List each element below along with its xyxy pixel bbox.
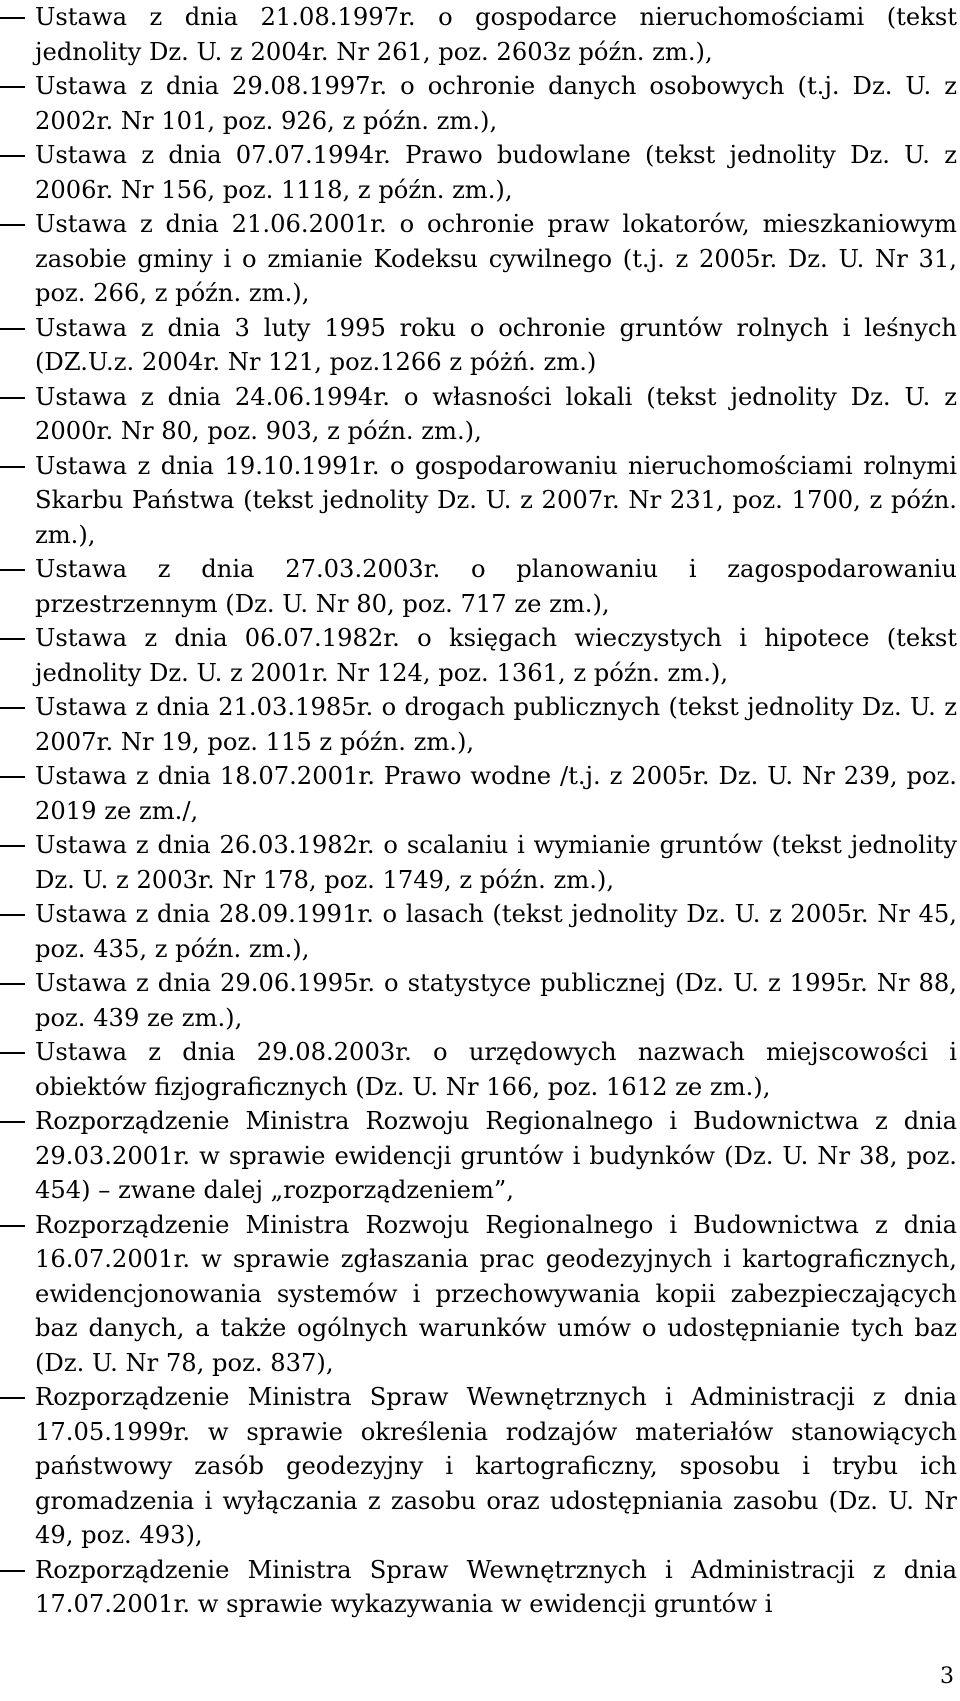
list-item [0, 380, 957, 449]
list-item [0, 0, 957, 69]
dash-bullet-icon [0, 466, 25, 468]
page-number: 3 [940, 1664, 954, 1689]
dash-bullet-icon [0, 1225, 25, 1227]
list-item-text: Ustawa z dnia 24.06.1994r. o własności lokali (tekst jednolity Dz. U. z 2000r. Nr 80, poz. 903, z późn. zm.), [35, 382, 957, 445]
list-item [0, 1208, 957, 1381]
list-item [0, 552, 957, 621]
list-item [0, 311, 957, 380]
dash-bullet-icon [0, 983, 25, 985]
list-item-text: Ustawa z dnia 3 luty 1995 roku o ochronie gruntów rolnych i leśnych (DZ.U.z. 2004r. Nr 121, poz.1266 z póżń. zm.) [35, 313, 957, 376]
list-item [0, 621, 957, 690]
list-item-text: Ustawa z dnia 28.09.1991r. o lasach (tekst jednolity Dz. U. z 2005r. Nr 45, poz. 435, z późn. zm.), [35, 900, 957, 963]
list-item-text: Ustawa z dnia 21.08.1997r. o gospodarce nieruchomościami (tekst jednolity Dz. U. z 2004r. Nr 261, poz. 2603z późn. zm.), [35, 3, 957, 66]
list-item-text: Ustawa z dnia 19.10.1991r. o gospodarowaniu nieruchomościami rolnymi Skarbu Państwa (tekst jednolity Dz. U. z 2007r. Nr 231, poz. 1700, z późn. zm.), [35, 451, 957, 549]
list-item-text: Ustawa z dnia 26.03.1982r. o scalaniu i wymianie gruntów (tekst jednolity Dz. U. z 2003r. Nr 178, poz. 1749, z późn. zm.), [35, 831, 957, 894]
list-item-text: Ustawa z dnia 06.07.1982r. o księgach wieczystych i hipotece (tekst jednolity Dz. U. z 2001r. Nr 124, poz. 1361, z późn. zm.), [35, 624, 957, 687]
dash-bullet-icon [0, 845, 25, 847]
list-item-text: Rozporządzenie Ministra Rozwoju Regionalnego i Budownictwa z dnia 29.03.2001r. w sprawie ewidencji gruntów i budynków (Dz. U. Nr 38, poz. 454) – zwane dalej „rozporządzeniem”, [35, 1107, 957, 1204]
list-item [0, 690, 957, 759]
list-item-text: Ustawa z dnia 29.08.2003r. o urzędowych nazwach miejscowości i obiektów fizjograficznych (Dz. U. Nr 166, poz. 1612 ze zm.), [35, 1038, 957, 1101]
list-item [0, 828, 957, 897]
dash-bullet-icon [0, 86, 25, 88]
dash-bullet-icon [0, 776, 25, 778]
list-item [0, 759, 957, 828]
dash-bullet-icon [0, 638, 25, 640]
list-item [0, 897, 957, 966]
list-item-text: Ustawa z dnia 18.07.2001r. Prawo wodne /t.j. z 2005r. Dz. U. Nr 239, poz. 2019 ze zm./, [35, 762, 957, 825]
dash-bullet-icon [0, 569, 25, 571]
dash-bullet-icon [0, 17, 25, 19]
list-item-text: Rozporządzenie Ministra Spraw Wewnętrznych i Administracji z dnia 17.07.2001r. w sprawie wykazywania w ewidencji gruntów i [35, 1555, 957, 1618]
dash-bullet-icon [0, 1121, 25, 1123]
list-item-text: Rozporządzenie Ministra Spraw Wewnętrznych i Administracji z dnia 17.05.1999r. w sprawie określenia rodzajów materiałów stanowiących państwowy zasób geodezyjny i kartograficzny, sposobu i trybu ich gromadzenia i wyłączania z zasobu oraz udostępniania zasobu (Dz. U. Nr 49, poz. 493), [35, 1383, 957, 1549]
list-item [0, 69, 957, 138]
dash-bullet-icon [0, 1397, 25, 1399]
dash-bullet-icon [0, 397, 25, 399]
dash-bullet-icon [0, 1052, 25, 1054]
list-item [0, 207, 957, 311]
dash-bullet-icon [0, 1570, 25, 1572]
list-item-text: Ustawa z dnia 21.03.1985r. o drogach publicznych (tekst jednolity Dz. U. z 2007r. Nr 19, poz. 115 z późn. zm.), [35, 693, 957, 756]
list-item-text: Ustawa z dnia 29.08.1997r. o ochronie danych osobowych (t.j. Dz. U. z 2002r. Nr 101, poz. 926, z późn. zm.), [35, 72, 957, 135]
dash-bullet-icon [0, 224, 25, 226]
list-item-text: Ustawa z dnia 07.07.1994r. Prawo budowlane (tekst jednolity Dz. U. z 2006r. Nr 156, poz. 1118, z późn. zm.), [35, 141, 957, 204]
list-item [0, 1035, 957, 1104]
list-item-text: Ustawa z dnia 21.06.2001r. o ochronie praw lokatorów, mieszkaniowym zasobie gminy i o zmianie Kodeksu cywilnego (t.j. z 2005r. Dz. U. Nr 31, poz. 266, z późn. zm.), [35, 210, 957, 307]
list-item [0, 1104, 957, 1208]
list-item [0, 1380, 957, 1553]
dash-bullet-icon [0, 328, 25, 330]
list-item [0, 138, 957, 207]
list-item-text: Ustawa z dnia 29.06.1995r. o statystyce publicznej (Dz. U. z 1995r. Nr 88, poz. 439 ze zm.), [35, 969, 957, 1032]
list-item-text: Ustawa z dnia 27.03.2003r. o planowaniu i zagospodarowaniu przestrzennym (Dz. U. Nr 80, poz. 717 ze zm.), [35, 555, 957, 618]
list-item [0, 966, 957, 1035]
list-item-text: Rozporządzenie Ministra Rozwoju Regionalnego i Budownictwa z dnia 16.07.2001r. w sprawie zgłaszania prac geodezyjnych i kartograficznych, ewidencjonowania systemów i przechowywania kopii zabezpieczających baz danych, a także ogólnych warunków umów o udostępnianie tych baz (Dz. U. Nr 78, poz. 837), [35, 1210, 957, 1377]
list-item [0, 449, 957, 553]
dash-bullet-icon [0, 707, 25, 709]
list-item [0, 1553, 957, 1622]
dash-bullet-icon [0, 155, 25, 157]
dash-bullet-icon [0, 914, 25, 916]
